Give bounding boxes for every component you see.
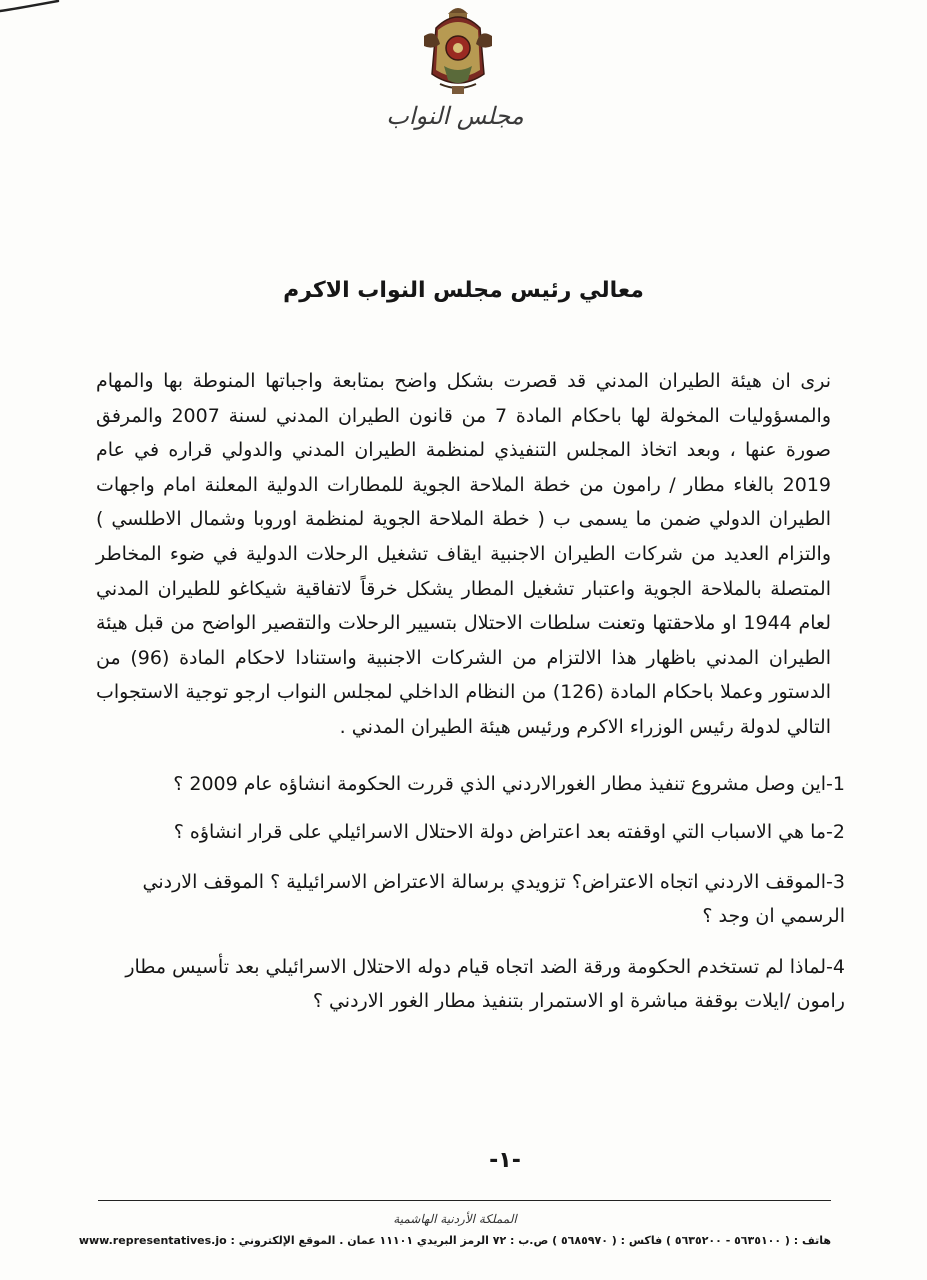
question-1: 1-اين وصل مشروع تنفيذ مطار الغورالاردني الذي قررت الحكومة انشاؤه عام 2009 ؟ xyxy=(173,773,845,795)
body-paragraph: نرى ان هيئة الطيران المدني قد قصرت بشكل واضح بمتابعة واجباتها المنوطة بها والمهام والمسؤوليات المخولة لها باحكام المادة 7 من قانون الطيران المدني لسنة 2007 والمرفق صورة عنها ، وبعد اتخاذ المجلس التنفيذي لمنظمة الطيران المدني والدولي قراره في عام 2019 بالغاء مطار / رامون من خطة الملاحة الجوية للمطارات الدولية المعلنة امام واجهات الطيران الدولي ضمن ما يسمى ب ( خطة الملاحة الجوية لمنظمة اوروبا وشمال الاطلسي ) والتزام العديد من شركات الطيران الاجنبية ايقاف تشغيل الرحلات الدولية في ضوء المخاطر المتصلة بالملاحة الجوية واعتبار تشغيل المطار يشكل خرقاً لاتفاقية شيكاغو للطيران المدني لعام 1944 او ملاحقتها وتعنت سلطات الاحتلال بتسيير الرحلات والتقصير الواضح من قبل هيئة الطيران المدني باظهار هذا الالتزام من الشركات الاجنبية واستنادا لاحكام المادة (96) من الدستور وعملا باحكام المادة (126) من النظام الداخلي لمجلس النواب ارجو توجية الاستجواب التالي لدولة رئيس الوزراء الاكرم ورئيس هيئة الطيران المدني . xyxy=(96,370,832,738)
coat-of-arms-emblem xyxy=(418,0,498,98)
question-2: 2-ما هي الاسباب التي اوقفته بعد اعتراض دولة الاحتلال الاسرائيلي على قرار انشاؤه ؟ xyxy=(173,821,845,843)
salutation-heading: معالي رئيس مجلس النواب الاكرم xyxy=(283,278,644,303)
question-3: 3-الموقف الاردني اتجاه الاعتراض؟ تزويدي برسالة الاعتراض الاسرائيلية ؟ الموقف الاردني الرسمي ان وجد ؟ xyxy=(142,871,845,927)
footer-org-name: المملكة الأردنية الهاشمية xyxy=(393,1212,517,1226)
question-4: 4-لماذا لم تستخدم الحكومة ورقة الضد اتجاه قيام دوله الاحتلال الاسرائيلي بعد تأسيس مطار رامون /ايلات بوقفة مباشرة او الاستمرار بتنفيذ مطار الغور الاردني ؟ xyxy=(125,956,845,1012)
page-number: -١- xyxy=(489,1148,521,1173)
corner-pen-mark xyxy=(0,0,60,14)
footer-contact-text: هاتف : ( ٥٦٣٥١٠٠ - ٥٦٣٥٢٠٠ ) فاكس : ( ٥٦٨٥٩٧٠ ) ص.ب : ٧٢ الرمز البريدي ١١١٠١ عمان . الموقع الإلكتروني : xyxy=(230,1234,831,1247)
footer-divider xyxy=(98,1200,831,1201)
parliament-logo-text: مجلس النواب xyxy=(386,102,524,130)
footer-website-link[interactable]: www.representatives.jo xyxy=(78,1234,227,1247)
footer-contact-line xyxy=(78,1234,831,1247)
